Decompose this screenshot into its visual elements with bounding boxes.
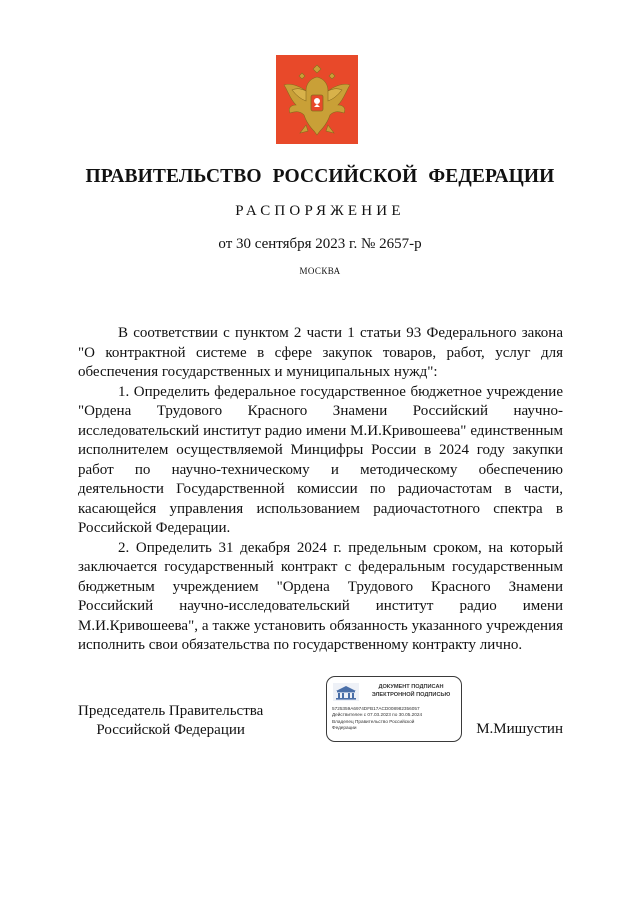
- body-paragraph-preamble: В соответствии с пунктом 2 части 1 статьи 93 Федерального закона "О контрактной системе в сфере закупок товаров, работ, услуг для обеспечения государственных и муниципальных нужд":: [78, 325, 563, 380]
- document-city: МОСКВА: [299, 266, 341, 276]
- electronic-signature-stamp: [326, 676, 462, 742]
- document-type: РАСПОРЯЖЕНИЕ: [235, 203, 405, 219]
- stamp-owner-line2: Федерации: [332, 725, 357, 731]
- signer-position-line2: Российской Федерации: [96, 722, 245, 738]
- document-date-number: от 30 сентября 2023 г. № 2657-р: [218, 236, 422, 252]
- building-icon: [333, 683, 359, 701]
- body-paragraph-item-2: 2. Определить 31 декабря 2024 г. предельным сроком, на который заключается государственный контракт с федеральным государственным бюджетным учреждением "Ордена Трудового Красного Знамени Российский научно-исследовательский институт радио имени М.И.Кривошеева", а также установить обязанность указанного учреждения исполнить свои обязательства по государственному контракту лично.: [78, 539, 563, 653]
- government-title: ПРАВИТЕЛЬСТВО РОССИЙСКОЙ ФЕДЕРАЦИИ: [85, 166, 555, 187]
- stamp-heading-line1: ДОКУМЕНТ ПОДПИСАН: [378, 684, 444, 690]
- stamp-certificate: 5725359A6974DFB17ACD008982356057: [332, 706, 420, 711]
- stamp-details: [332, 706, 458, 732]
- body-paragraph-item-1: 1. Определить федеральное государственное бюджетное учреждение "Ордена Трудового Красного Знамени Российский научно-исследовательский институт радио имени М.И.Кривошеева" единственным исполнителем осуществляемой Минцифры России в 2024 году закупки работ по научно-техническому и методическому обеспечению деятельности Государственной комиссии по радиочастотам в части, касающейся управления использованием радиочастотного спектра в Российской Федерации.: [78, 383, 563, 536]
- stamp-heading-line2: ЭЛЕКТРОННОЙ ПОДПИСЬЮ: [371, 691, 451, 698]
- stamp-validity: Действителен с 07.03.2023 по 30.05.2024: [332, 712, 423, 718]
- stamp-owner-line1: Владелец Правительство Российской: [332, 718, 415, 724]
- stamp-heading: [363, 684, 459, 699]
- signer-name: М.Мишустин: [476, 721, 563, 737]
- document-body: [78, 324, 563, 656]
- signer-position-line1: Председатель Правительства: [78, 703, 264, 719]
- signer-position: [78, 702, 263, 740]
- coat-of-arms-icon: [276, 55, 358, 144]
